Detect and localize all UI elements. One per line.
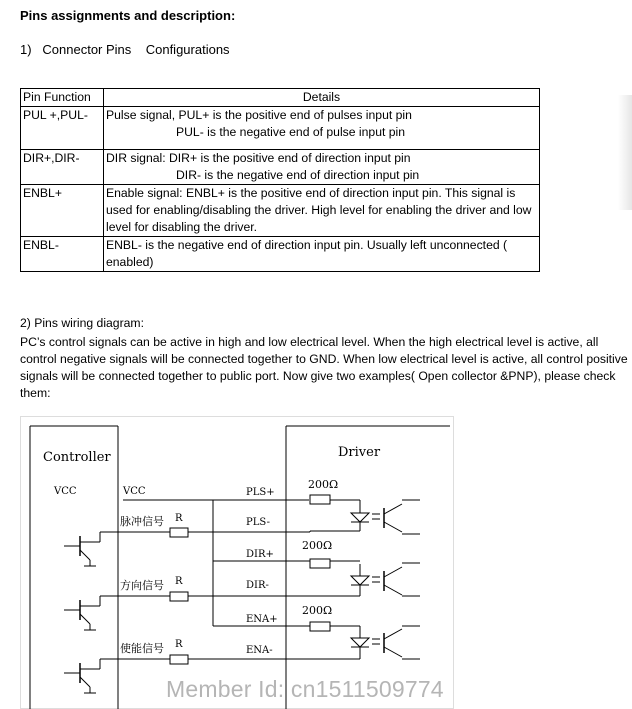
table-cell-details bbox=[104, 150, 540, 185]
resistor-label: 200Ω bbox=[302, 604, 333, 617]
section-heading-connector-pins: 1) Connector Pins Configurations bbox=[20, 42, 230, 57]
resistor-label: 200Ω bbox=[302, 539, 333, 552]
table-cell-pin-function: DIR+,DIR- bbox=[21, 150, 104, 185]
resistor bbox=[310, 622, 330, 631]
resistor-label: 200Ω bbox=[308, 478, 339, 491]
table-row bbox=[21, 237, 540, 272]
description-paragraph: PC’s control signals can be active in high and low electrical level. When the high electrical level is active, all control negative signals will be connected together to GND. When low electrical level is active, all control positive signals will be connected together to public port. Now give two examples( Open collector &PNP), please check them: bbox=[20, 335, 628, 400]
table-header-pin-function: Pin Function bbox=[21, 89, 104, 107]
pin-label-minus: DIR- bbox=[246, 580, 269, 591]
channel-pulse bbox=[64, 478, 420, 566]
resistor-r-label: R bbox=[175, 639, 183, 650]
detail-line: PUL- is the negative end of pulse input pin bbox=[176, 125, 406, 139]
table-cell-details bbox=[104, 107, 540, 150]
detail-line: Pulse signal, PUL+ is the positive end of pulses input pin bbox=[106, 108, 412, 122]
optocoupler-led bbox=[351, 513, 369, 522]
pin-label-plus: PLS+ bbox=[246, 487, 275, 498]
table-row bbox=[21, 185, 540, 237]
pin-label-minus: PLS- bbox=[246, 517, 270, 528]
transistor bbox=[80, 550, 90, 560]
pin-label-plus: DIR+ bbox=[246, 549, 274, 560]
table-cell-details: ENBL- is the negative end of direction input pin. Usually left unconnected ( enabled) bbox=[104, 237, 540, 272]
channel-direction bbox=[64, 539, 420, 630]
phototransistor bbox=[384, 647, 402, 657]
signal-label-cn: 使能信号 bbox=[120, 642, 164, 655]
vcc-label: VCC bbox=[54, 486, 77, 497]
optocoupler-led bbox=[351, 638, 369, 647]
wiring-diagram bbox=[20, 416, 454, 709]
resistor bbox=[170, 655, 188, 664]
page-title: Pins assignments and description: bbox=[20, 8, 236, 23]
table-cell-pin-function: ENBL+ bbox=[21, 185, 104, 237]
signal-label-cn: 方向信号 bbox=[120, 579, 164, 592]
table-cell-details: Enable signal: ENBL+ is the positive end of direction input pin. This signal is used for enabling/disabling the driver. High level for enabling the driver and low level for disabling the driver. bbox=[104, 185, 540, 237]
phototransistor bbox=[384, 504, 402, 514]
phototransistor bbox=[384, 585, 402, 595]
controller-label: Controller bbox=[43, 450, 111, 465]
resistor bbox=[310, 495, 330, 504]
resistor bbox=[310, 559, 330, 568]
table-row bbox=[21, 150, 540, 185]
table-header-row bbox=[21, 89, 540, 107]
resistor bbox=[170, 592, 188, 601]
table-cell-pin-function: ENBL- bbox=[21, 237, 104, 272]
phototransistor bbox=[384, 522, 402, 532]
resistor bbox=[170, 528, 188, 537]
detail-line: DIR signal: DIR+ is the positive end of direction input pin bbox=[106, 151, 411, 165]
table-header-details: Details bbox=[104, 89, 540, 107]
scan-shadow bbox=[618, 150, 632, 210]
section-heading-wiring: 2) Pins wiring diagram: bbox=[20, 316, 144, 330]
transistor bbox=[80, 614, 90, 624]
watermark: Member Id: cn1511509774 bbox=[166, 676, 444, 702]
optocoupler-led bbox=[351, 576, 369, 585]
resistor-r-label: R bbox=[175, 513, 183, 524]
pin-table bbox=[20, 88, 540, 272]
transistor bbox=[80, 677, 90, 687]
driver-label: Driver bbox=[338, 445, 381, 460]
table-row bbox=[21, 107, 540, 150]
pin-label-plus: ENA+ bbox=[246, 614, 278, 625]
pin-label-minus: ENA- bbox=[246, 645, 273, 656]
phototransistor bbox=[384, 567, 402, 577]
phototransistor bbox=[384, 629, 402, 639]
detail-line: DIR- is the negative end of direction input pin bbox=[176, 168, 420, 182]
table-cell-pin-function: PUL +,PUL- bbox=[21, 107, 104, 150]
signal-label-cn: 脉冲信号 bbox=[120, 515, 164, 528]
vcc-label: VCC bbox=[123, 486, 146, 497]
resistor-r-label: R bbox=[175, 576, 183, 587]
